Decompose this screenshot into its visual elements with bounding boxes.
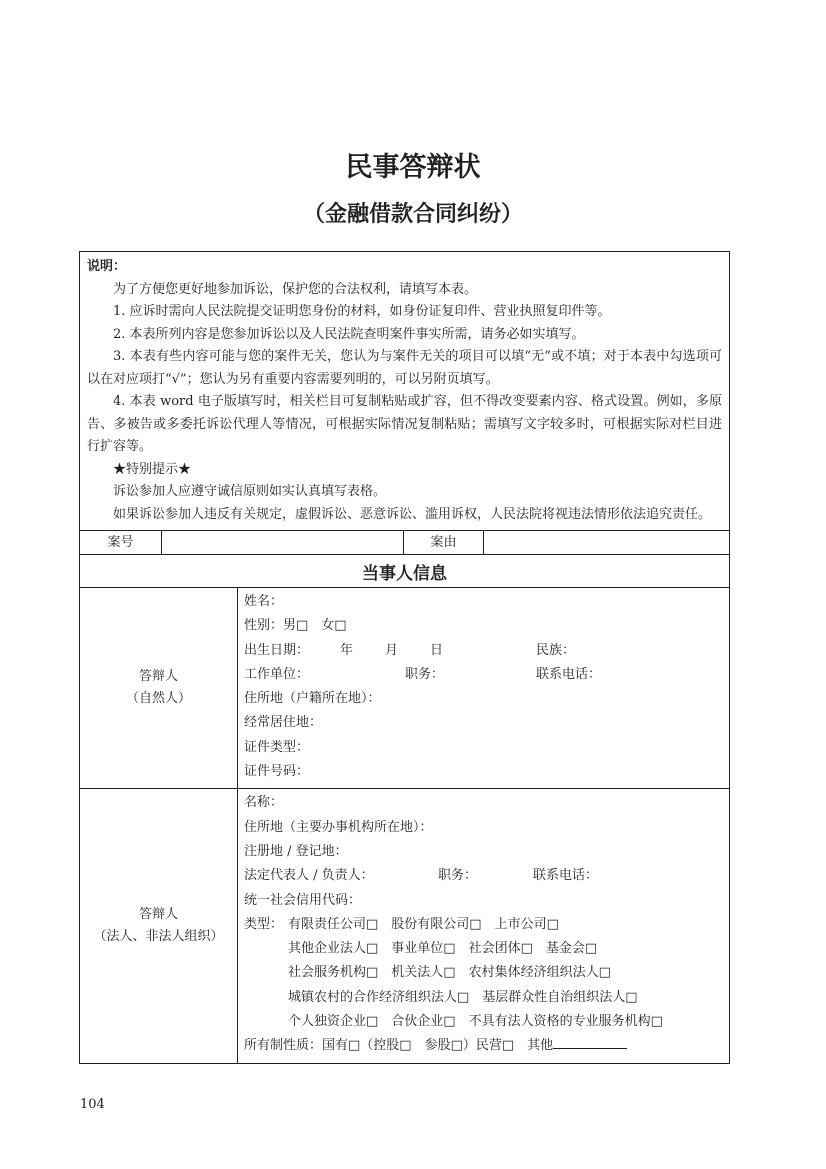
birth-date-field[interactable]: 出生日期：: [244, 642, 310, 658]
id-type-field[interactable]: 证件类型：: [244, 739, 310, 755]
org-position-field[interactable]: 职务：: [438, 868, 478, 884]
org-phone-field[interactable]: 联系电话：: [533, 868, 599, 884]
instruction-paragraph: 2. 本表所列内容是您参加诉讼以及人民法院查明案件事实所需，请务必如实填写。: [113, 326, 585, 342]
org-type-options[interactable]: 个人独资企业□ 合伙企业□ 不具有法人资格的专业服务机构□: [288, 1014, 663, 1030]
name-field[interactable]: 姓名：: [244, 594, 284, 609]
legal-person-label: [80, 789, 238, 1063]
org-type-options[interactable]: 有限责任公司□ 股份有限公司□ 上市公司□: [288, 916, 559, 932]
ownership-other-blank[interactable]: [553, 1034, 627, 1049]
birth-year-label: 年: [340, 642, 354, 658]
gender-field[interactable]: 性别：男□ 女□: [244, 618, 347, 634]
case-info-row: [80, 531, 730, 555]
position-field[interactable]: 职务：: [405, 666, 445, 682]
ownership-field[interactable]: [244, 1034, 553, 1058]
natural-person-label: [80, 588, 238, 789]
instruction-paragraph: 1. 应诉时需向人民法院提交证明您身份的材料，如身份证复印件、营业执照复印件等。: [113, 304, 611, 319]
instruction-paragraph: 诉讼参加人应遵守诚信原则如实认真填写表格。: [113, 484, 387, 499]
answer-form-table: [79, 251, 730, 1064]
document-title: 民事答辩状: [345, 152, 481, 183]
party-label-line: 答辩人: [138, 907, 178, 922]
legal-person-row: [80, 789, 730, 1063]
instruction-paragraph: 为了方便您更好地参加诉讼，保护您的合法权利，请填写本表。: [113, 281, 478, 297]
domicile-field[interactable]: 住所地（户籍所在地）：: [244, 691, 381, 707]
phone-field[interactable]: 联系电话：: [536, 666, 602, 682]
org-type-options[interactable]: 社会服务机构□ 机关法人□ 农村集体经济组织法人□: [288, 965, 611, 981]
case-number-field[interactable]: [162, 531, 404, 555]
id-number-field[interactable]: 证件号码：: [244, 764, 310, 780]
special-notice-heading: ★特别提示★: [113, 461, 192, 477]
party-label-type: （自然人）: [125, 691, 191, 707]
natural-person-row: [80, 588, 730, 789]
instruction-paragraph: 3. 本表有些内容可能与您的案件无关，您认为与案件无关的项目可以填“无”或不填；对于本表中勾选项可以在对应项打“√”；您认为另有重要内容需要列明的，可以另附页填写。: [87, 349, 722, 387]
instruction-paragraph: 如果诉讼参加人违反有关规定，虚假诉讼、恶意诉讼、滥用诉权，人民法院将视违法情形依法追究责任。: [113, 506, 712, 522]
representative-field[interactable]: 法定代表人 / 负责人：: [244, 868, 374, 884]
case-cause-label: 案由: [404, 531, 484, 555]
residence-field[interactable]: 经常居住地：: [244, 715, 323, 731]
instructions-heading: 说明：: [87, 259, 127, 274]
document-subtitle: （金融借款合同纠纷）: [302, 202, 523, 227]
ownership-label: 所有制性质：国有□（控股□ 参股□）民营□ 其他: [244, 1038, 554, 1054]
case-number-label: 案号: [80, 531, 162, 555]
party-label-line: 答辩人: [138, 669, 178, 685]
instruction-paragraph: 4. 本表 word 电子版填写时，相关栏目可复制粘贴或扩容，但不得改变要素内容、格式设置。例如，多原告、多被告或多委托诉讼代理人等情况，可根据实际情况复制粘贴；需填写文字较多时，可根据实际对栏目进行扩容等。: [87, 394, 722, 454]
registration-field[interactable]: 注册地 / 登记地：: [244, 843, 348, 859]
birth-day-label: 日: [430, 642, 444, 658]
party-label-type: （法人、非法人组织）: [93, 929, 224, 944]
page-number: 104: [80, 1097, 105, 1112]
ethnicity-field[interactable]: 民族：: [536, 642, 576, 658]
employer-field[interactable]: 工作单位：: [244, 666, 310, 682]
legal-person-fields[interactable]: [238, 789, 730, 1063]
org-type-options[interactable]: 其他企业法人□ 事业单位□ 社会团体□ 基金会□: [288, 941, 598, 957]
org-type-label: 类型：: [244, 916, 284, 932]
section-title: 当事人信息: [80, 555, 730, 588]
org-type-options[interactable]: 城镇农村的合作经济组织法人□ 基层群众性自治组织法人□: [288, 989, 638, 1005]
natural-person-fields[interactable]: [238, 588, 730, 789]
org-name-field[interactable]: 名称：: [244, 795, 284, 811]
instructions-cell: [80, 252, 730, 531]
case-cause-field[interactable]: [484, 531, 730, 555]
birth-month-label: 月: [385, 642, 399, 658]
credit-code-field[interactable]: 统一社会信用代码：: [244, 892, 362, 908]
org-domicile-field[interactable]: 住所地（主要办事机构所在地）：: [244, 819, 433, 835]
